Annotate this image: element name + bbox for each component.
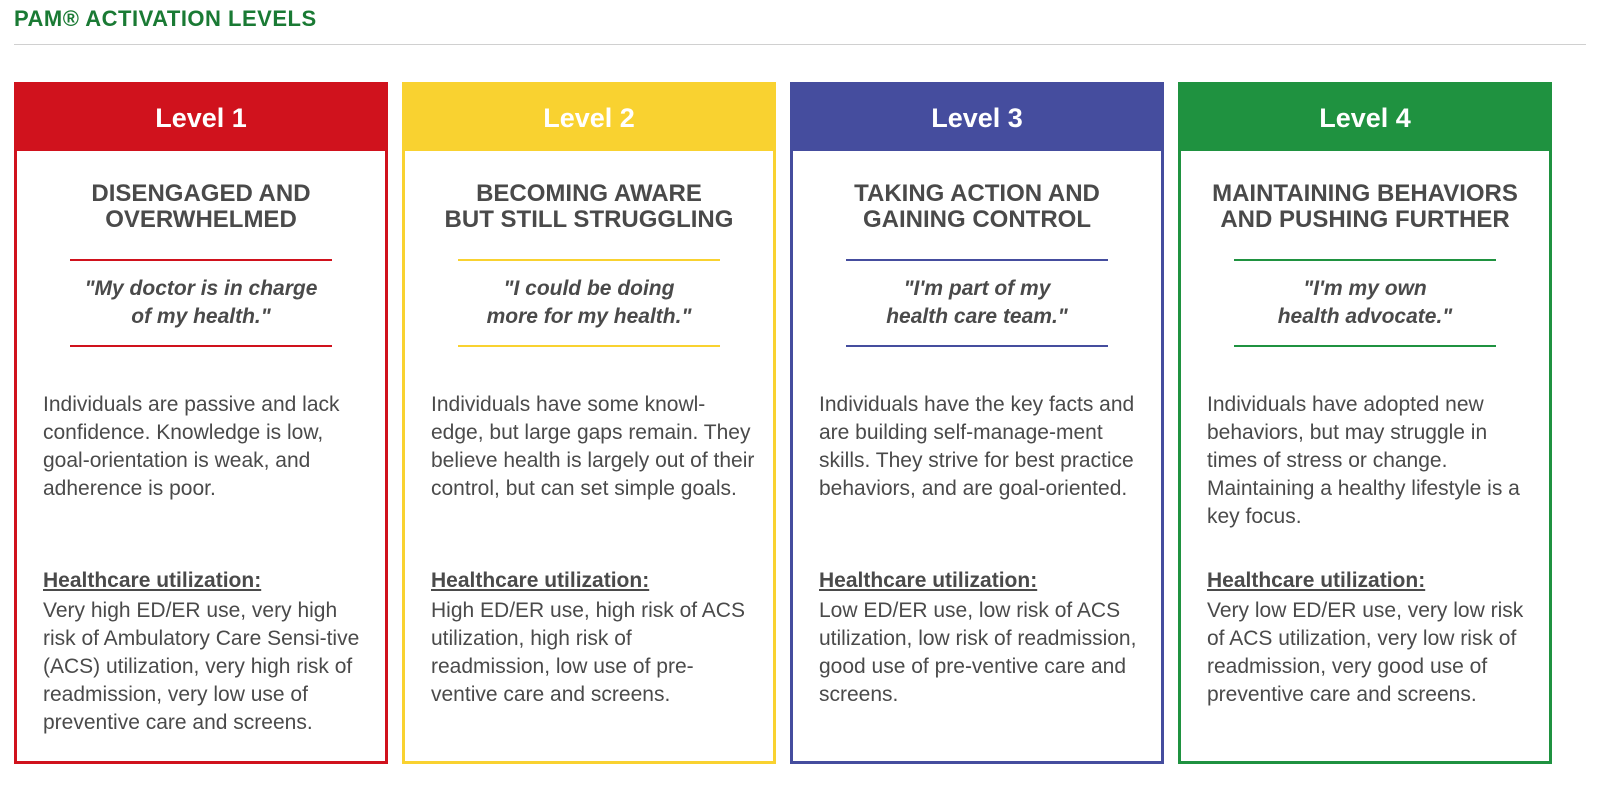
level-1-title-line2: OVERWHELMED	[105, 206, 297, 233]
level-1-utilization-text: Very high ED/ER use, very high risk of Ambulatory Care Sensi-tive (ACS) utilization, very high risk of readmission, very low use of preventive care and screens.	[43, 599, 360, 734]
level-2-label: Level 2	[543, 102, 635, 133]
level-2-title-line1: BECOMING AWARE	[476, 180, 702, 207]
level-1-quote-rule-top	[70, 259, 332, 261]
level-3-utilization-label: Healthcare utilization:	[819, 569, 1038, 592]
level-1-card	[14, 82, 388, 764]
level-1-title	[17, 181, 385, 233]
level-2-title	[405, 181, 773, 233]
level-1-quote-rule-bottom	[70, 345, 332, 347]
level-2-quote-rule-bottom	[458, 345, 720, 347]
level-2-utilization-label: Healthcare utilization:	[431, 569, 650, 592]
level-4-title-line1: MAINTAINING BEHAVIORS	[1212, 180, 1518, 207]
level-3-quote-line1: "I'm part of my	[903, 277, 1051, 300]
level-1-header	[17, 85, 385, 151]
level-3-title	[793, 181, 1161, 233]
level-1-quote	[17, 275, 385, 331]
level-3-card	[790, 82, 1164, 764]
level-3-quote-rule-bottom	[846, 345, 1108, 347]
level-4-title-line2: AND PUSHING FURTHER	[1220, 206, 1510, 233]
level-2-quote	[405, 275, 773, 331]
page-title: PAM® ACTIVATION LEVELS	[14, 6, 317, 31]
level-2-quote-line2: more for my health."	[486, 305, 692, 328]
level-1-label: Level 1	[155, 102, 247, 133]
level-4-quote-line2: health advocate."	[1277, 305, 1453, 328]
level-3-utilization-text: Low ED/ER use, low risk of ACS utilization, low risk of readmission, good use of pre-ventive care and screens.	[819, 599, 1137, 706]
level-4-description: Individuals have adopted new behaviors, but may struggle in times of stress or change. Maintaining a healthy lifestyle is a key focus.	[1207, 393, 1520, 528]
level-2-card	[402, 82, 776, 764]
level-3-quote-rule-top	[846, 259, 1108, 261]
level-2-quote-line1: "I could be doing	[503, 277, 675, 300]
level-1-title-line1: DISENGAGED AND	[91, 180, 311, 207]
level-1-utilization-label: Healthcare utilization:	[43, 569, 262, 592]
level-2-description: Individuals have some knowl-edge, but large gaps remain. They believe health is largely out of their control, but can set simple goals.	[431, 393, 755, 500]
level-3-header	[793, 85, 1161, 151]
level-4-header	[1181, 85, 1549, 151]
level-3-title-line2: GAINING CONTROL	[863, 206, 1091, 233]
level-4-card	[1178, 82, 1552, 764]
level-4-utilization-text: Very low ED/ER use, very low risk of ACS utilization, very low risk of readmission, very good use of preventive care and screens.	[1207, 599, 1524, 706]
title-divider	[14, 44, 1586, 45]
level-2-title-line2: BUT STILL STRUGGLING	[444, 206, 734, 233]
level-4-utilization-label: Healthcare utilization:	[1207, 569, 1426, 592]
level-4-title	[1181, 181, 1549, 233]
level-3-title-line1: TAKING ACTION AND	[854, 180, 1100, 207]
level-1-quote-line1: "My doctor is in charge	[84, 277, 318, 300]
level-2-utilization-text: High ED/ER use, high risk of ACS utilization, high risk of readmission, low use of pre-ventive care and screens.	[431, 599, 745, 706]
level-4-label: Level 4	[1319, 102, 1411, 133]
level-2-header	[405, 85, 773, 151]
level-3-quote-line2: health care team."	[886, 305, 1068, 328]
level-4-quote-rule-top	[1234, 259, 1496, 261]
level-3-quote	[793, 275, 1161, 331]
level-4-quote	[1181, 275, 1549, 331]
level-3-description: Individuals have the key facts and are building self-manage-ment skills. They strive for best practice behaviors, and are goal-oriented.	[819, 393, 1135, 500]
level-1-description: Individuals are passive and lack confidence. Knowledge is low, goal-orientation is weak, and adherence is poor.	[43, 393, 340, 500]
level-1-quote-line2: of my health."	[131, 305, 271, 328]
level-2-quote-rule-top	[458, 259, 720, 261]
level-3-label: Level 3	[931, 102, 1023, 133]
level-4-quote-line1: "I'm my own	[1303, 277, 1427, 300]
level-4-quote-rule-bottom	[1234, 345, 1496, 347]
